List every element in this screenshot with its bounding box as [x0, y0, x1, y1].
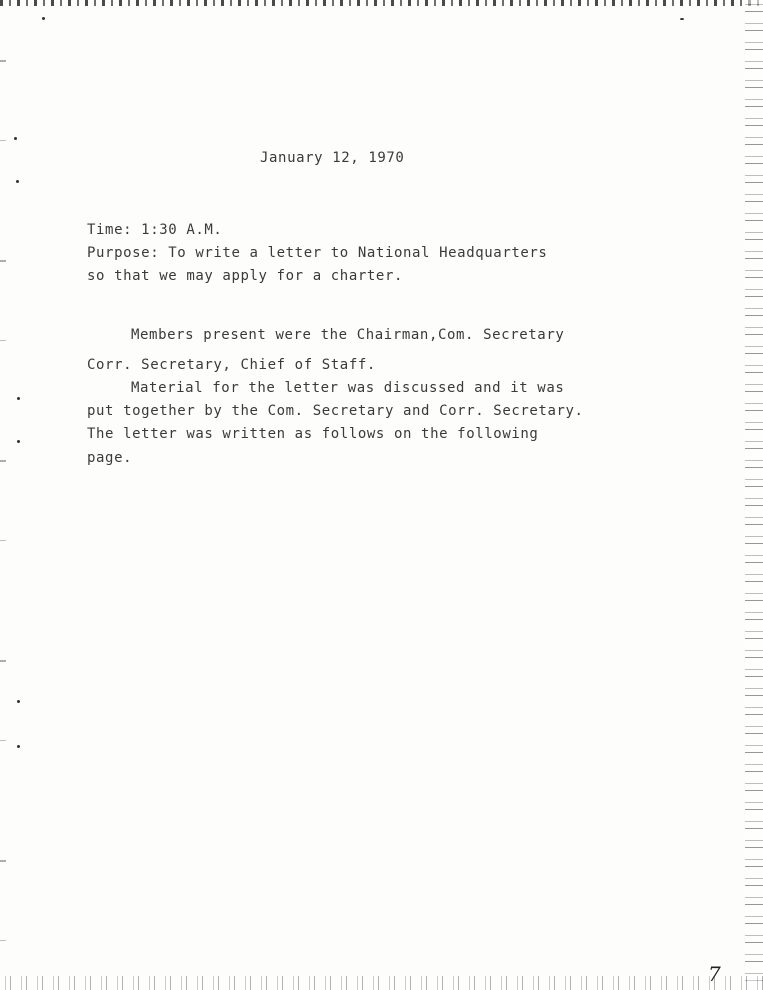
scan-speck — [16, 180, 19, 183]
material-line-2: put together by the Com. Secretary and Corr. Secretary. — [87, 403, 584, 419]
purpose-line-1: Purpose: To write a letter to National Headquarters — [87, 245, 548, 261]
material-line-4: page. — [87, 450, 133, 466]
scan-edge-right — [745, 0, 763, 990]
members-line-2: Corr. Secretary, Chief of Staff. — [87, 357, 376, 373]
purpose-line-2: so that we may apply for a charter. — [87, 268, 404, 284]
members-line-1: Members present were the Chairman,Com. Secretary — [131, 327, 565, 343]
scan-edge-top — [0, 0, 763, 6]
scan-speck — [42, 17, 45, 20]
scan-speck — [17, 397, 20, 400]
page-number: 7 — [708, 962, 721, 986]
scan-speck — [17, 745, 20, 748]
scan-edge-bottom — [0, 976, 763, 990]
material-line-3: The letter was written as follows on the following — [87, 426, 539, 442]
scan-speck — [17, 440, 20, 443]
time-line: Time: 1:30 A.M. — [87, 222, 223, 238]
document-date: January 12, 1970 — [260, 150, 405, 166]
scan-speck — [14, 137, 17, 140]
scan-edge-left — [0, 0, 6, 990]
scan-speck — [680, 18, 684, 20]
scan-speck — [17, 700, 20, 703]
material-line-1: Material for the letter was discussed and it was — [131, 380, 565, 396]
